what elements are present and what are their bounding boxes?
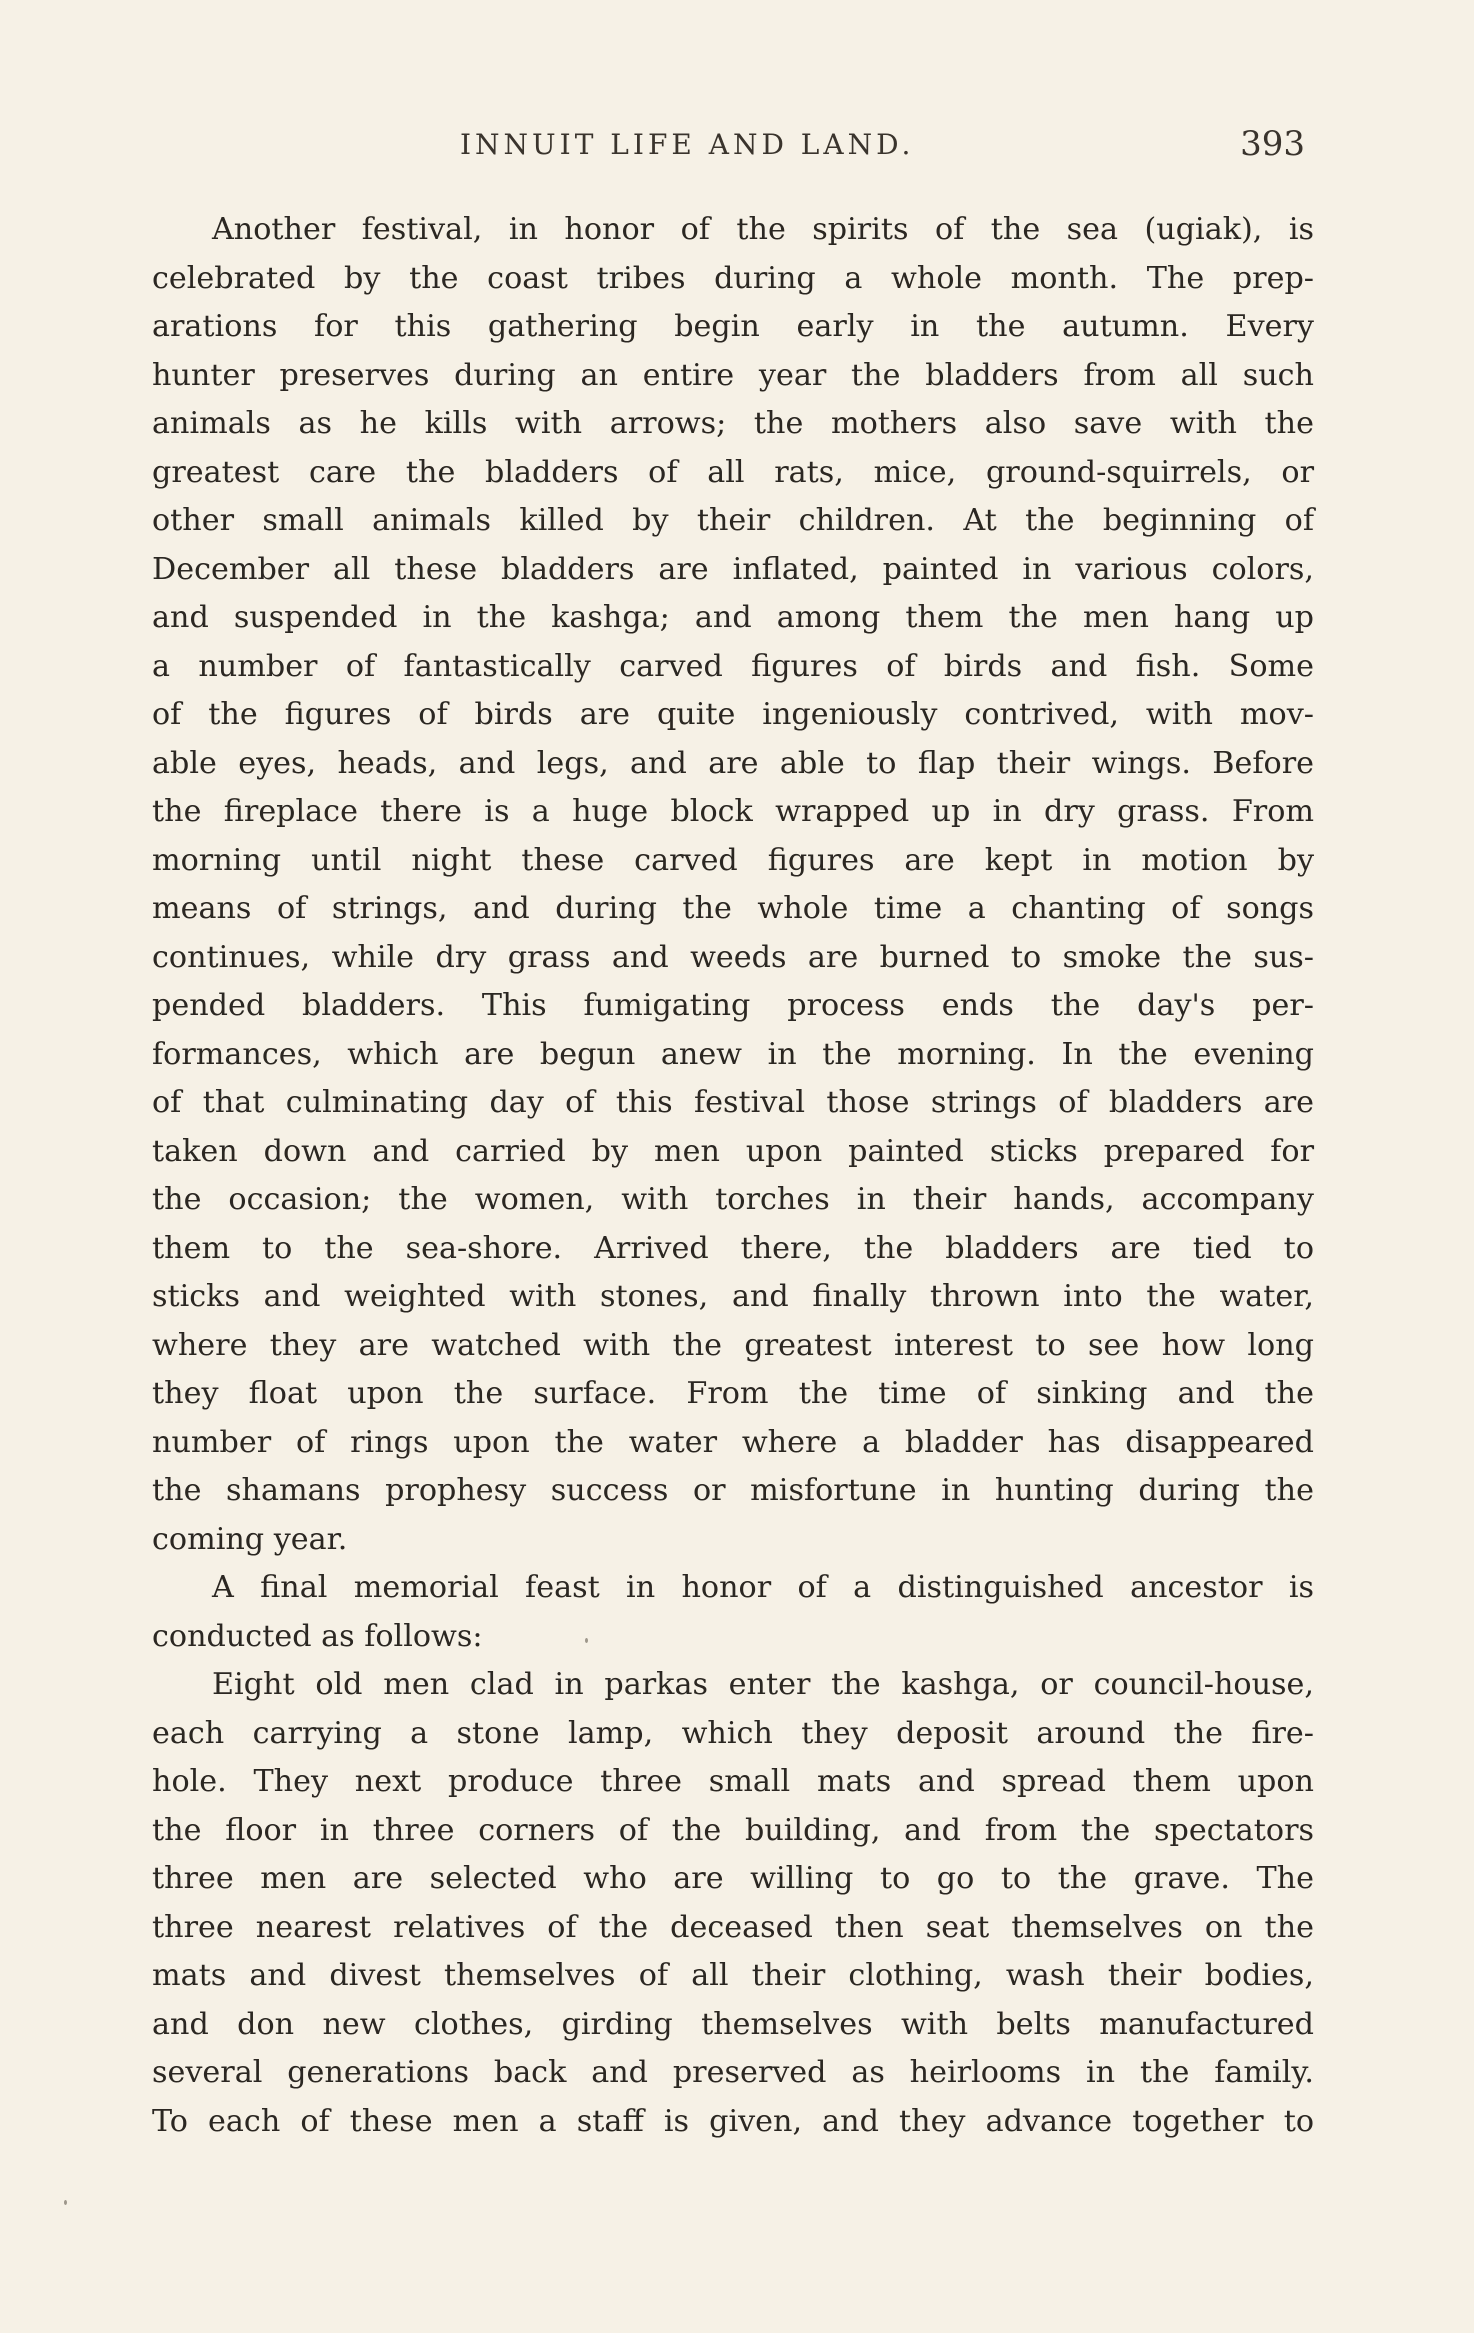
text-line: coming year. — [152, 1521, 348, 1557]
text-line: the shamans prophesy success or misfortune in hunting during the — [152, 1473, 1314, 1508]
running-head: INNUIT LIFE AND LAND. — [460, 128, 915, 161]
text-line: Eight old men clad in parkas enter the kashga, or council-house, — [212, 1667, 1314, 1702]
text-line: the occasion; the women, with torches in their hands, accompany — [152, 1182, 1314, 1217]
text-line: A final memorial feast in honor of a distinguished ancestor is — [212, 1570, 1314, 1605]
text-line: hole. They next produce three small mats and spread them upon — [152, 1764, 1314, 1799]
text-line: pended bladders. This fumigating process ends the day's per- — [152, 988, 1314, 1023]
text-line: December all these bladders are inflated, painted in various colors, — [152, 551, 1314, 587]
text-line: continues, while dry grass and weeds are burned to smoke the sus- — [152, 939, 1314, 975]
text-line: Another festival, in honor of the spirits of the sea (ugiak), is — [212, 212, 1314, 247]
ink-speck — [64, 2200, 67, 2205]
text-line: of that culminating day of this festival those strings of bladders are — [152, 1085, 1314, 1120]
text-line: and suspended in the kashga; and among them the men hang up — [152, 600, 1314, 635]
text-line: the fireplace there is a huge block wrapped up in dry grass. From — [152, 794, 1314, 829]
text-line: they float upon the surface. From the time of sinking and the — [152, 1376, 1314, 1411]
text-line: three men are selected who are willing to go to the grave. The — [152, 1861, 1314, 1896]
text-line: other small animals killed by their children. At the beginning of — [152, 503, 1314, 538]
ink-speck — [585, 1638, 588, 1643]
text-line: sticks and weighted with stones, and finally thrown into the water, — [152, 1279, 1314, 1314]
text-line: and don new clothes, girding themselves with belts manufactured — [152, 2006, 1314, 2042]
page-number: 393 — [1240, 124, 1305, 164]
text-line: them to the sea-shore. Arrived there, the bladders are tied to — [152, 1230, 1314, 1266]
text-line: greatest care the bladders of all rats, mice, ground-squirrels, or — [152, 454, 1314, 490]
body-text — [152, 206, 1314, 2146]
text-line: a number of fantastically carved figures of birds and fish. Some — [152, 648, 1314, 684]
text-line: morning until night these carved figures are kept in motion by — [152, 842, 1314, 878]
text-line: where they are watched with the greatest interest to see how long — [152, 1327, 1314, 1363]
text-line: each carrying a stone lamp, which they deposit around the fire- — [152, 1715, 1314, 1751]
text-line: arations for this gathering begin early in the autumn. Every — [152, 309, 1314, 344]
text-line: hunter preserves during an entire year the bladders from all such — [152, 357, 1314, 393]
text-line: means of strings, and during the whole time a chanting of songs — [152, 891, 1314, 926]
text-line: mats and divest themselves of all their clothing, wash their bodies, — [152, 1958, 1314, 1993]
page-header — [150, 124, 1305, 178]
text-line: conducted as follows: — [152, 1618, 483, 1654]
text-line: number of rings upon the water where a bladder has disappeared — [152, 1424, 1314, 1460]
text-line: celebrated by the coast tribes during a whole month. The prep- — [152, 260, 1314, 296]
text-line: formances, which are begun anew in the morning. In the evening — [152, 1036, 1314, 1072]
text-line: taken down and carried by men upon painted sticks prepared for — [152, 1133, 1314, 1169]
text-line: the floor in three corners of the building, and from the spectators — [152, 1812, 1314, 1848]
text-line: of the figures of birds are quite ingeniously contrived, with mov- — [152, 697, 1314, 732]
text-line: several generations back and preserved as heirlooms in the family. — [152, 2055, 1314, 2090]
text-line: To each of these men a staff is given, and they advance together to — [152, 2103, 1314, 2139]
text-line: animals as he kills with arrows; the mothers also save with the — [152, 406, 1314, 441]
text-line: able eyes, heads, and legs, and are able to flap their wings. Before — [152, 745, 1314, 781]
text-line: three nearest relatives of the deceased then seat themselves on the — [152, 1909, 1314, 1945]
